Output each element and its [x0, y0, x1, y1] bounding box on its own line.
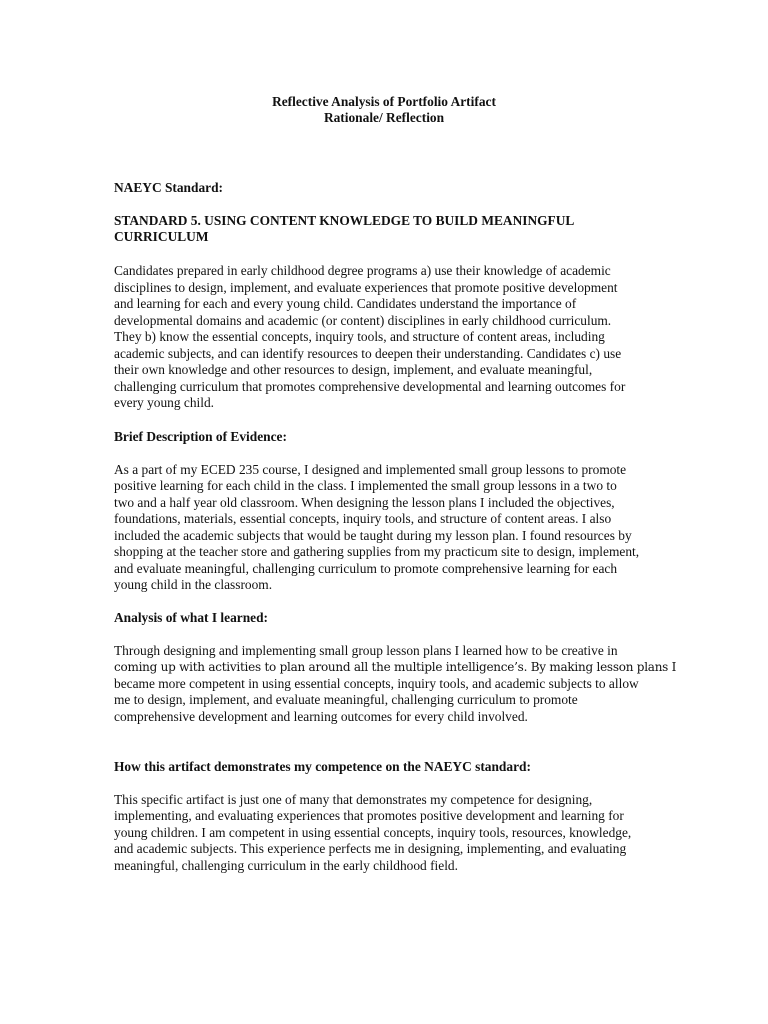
standard-text-line: Candidates prepared in early childhood degree programs a) use their knowledge of academic	[114, 263, 611, 278]
evidence-text-line: shopping at the teacher store and gathering supplies from my practicum site to design, implement,	[114, 544, 640, 559]
document-subtitle: Rationale/ Reflection	[323, 110, 445, 125]
standard-text-line: challenging curriculum that promotes comprehensive developmental and learning outcomes for	[114, 379, 626, 394]
evidence-text-line: young child in the classroom.	[114, 577, 273, 592]
analysis-text-line: me to design, implement, and evaluate meaningful, challenging curriculum to promote	[114, 692, 578, 707]
competence-text-line: This specific artifact is just one of many that demonstrates my competence for designing,	[114, 792, 593, 807]
competence-text-line: and academic subjects. This experience perfects me in designing, implementing, and evaluating	[114, 841, 627, 856]
competence-text-line: young children. I am competent in using essential concepts, inquiry tools, resources, knowledge,	[114, 825, 632, 840]
standard-text-line: their own knowledge and other resources to design, implement, and evaluate meaningful,	[114, 362, 593, 377]
analysis-heading: Analysis of what I learned:	[114, 610, 268, 625]
standard-text-line: every young child.	[114, 395, 215, 410]
standard-name-line: CURRICULUM	[114, 229, 209, 244]
analysis-text-line: Through designing and implementing small group lesson plans I learned how to be creative in	[114, 643, 618, 658]
competence-text-line: implementing, and evaluating experiences that promotes positive development and learning for	[114, 808, 624, 823]
standard-name-line: STANDARD 5. USING CONTENT KNOWLEDGE TO BUILD MEANINGFUL	[114, 213, 575, 228]
analysis-text-line: became more competent in using essential concepts, inquiry tools, and academic subjects to allow	[114, 676, 639, 691]
standard-text-line: developmental domains and academic (or content) disciplines in early childhood curriculum.	[114, 313, 612, 328]
analysis-text-line: coming up with activities to plan around all the multiple intelligence’s. By making lesson plans I	[114, 660, 677, 674]
document-title: Reflective Analysis of Portfolio Artifact	[272, 94, 496, 109]
competence-text-line: meaningful, challenging curriculum in the early childhood field.	[114, 858, 458, 873]
evidence-text-line: included the academic subjects that would be taught during my lesson plan. I found resources by	[114, 528, 632, 543]
standard-text-line: academic subjects, and can identify resources to deepen their understanding. Candidates c) use	[114, 346, 622, 361]
evidence-heading: Brief Description of Evidence:	[114, 429, 287, 444]
evidence-text-line: As a part of my ECED 235 course, I designed and implemented small group lessons to promote	[114, 462, 627, 477]
standard-text-line: and learning for each and every young child. Candidates understand the importance of	[114, 296, 577, 311]
evidence-text-line: foundations, materials, essential concepts, inquiry tools, and structure of content areas. I also	[114, 511, 612, 526]
standard-text-line: disciplines to design, implement, and evaluate experiences that promote positive development	[114, 280, 618, 295]
evidence-text-line: positive learning for each child in the class. I implemented the small group lessons in a two to	[114, 478, 617, 493]
evidence-text-line: and evaluate meaningful, challenging curriculum to promote comprehensive learning for each	[114, 561, 618, 576]
standard-text-line: They b) know the essential concepts, inquiry tools, and structure of content areas, including	[114, 329, 605, 344]
evidence-text-line: two and a half year old classroom. When designing the lesson plans I included the objectives,	[114, 495, 615, 510]
standard-label: NAEYC Standard:	[114, 180, 224, 195]
analysis-text-line: comprehensive development and learning outcomes for every child involved.	[114, 709, 528, 724]
competence-heading: How this artifact demonstrates my competence on the NAEYC standard:	[114, 759, 531, 774]
